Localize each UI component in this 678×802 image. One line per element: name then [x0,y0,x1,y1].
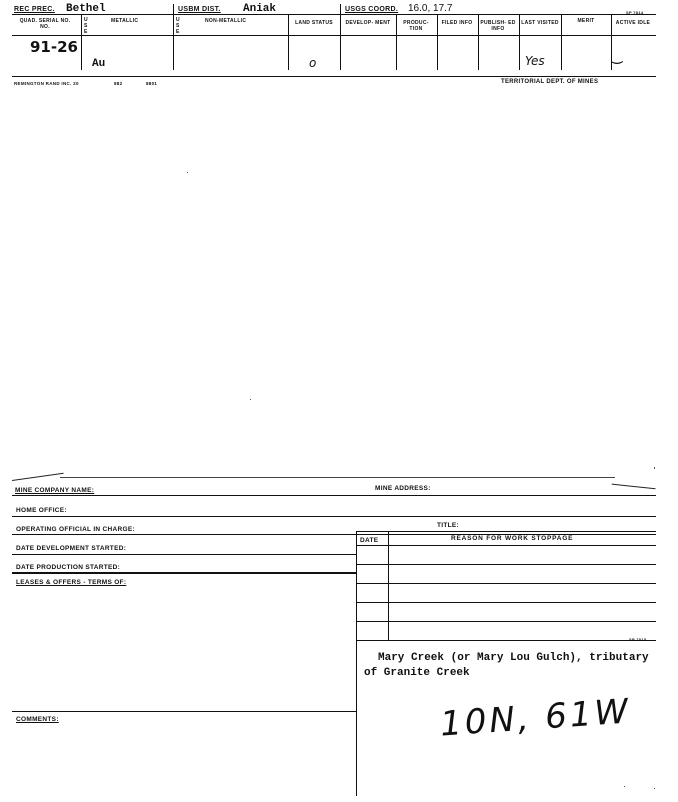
divider [437,14,438,70]
card-edge [612,476,657,490]
col-last-visited: LAST VISITED [521,20,559,26]
divider [561,14,562,70]
col-merit: MERIT [577,18,595,24]
divider [340,4,341,70]
rule [356,621,656,622]
top-rule [12,14,656,15]
col-development: DEVELOP- MENT [345,20,391,26]
home-office-label: HOME OFFICE: [16,507,67,514]
col-non-metallic: NON-METALLIC [205,18,247,24]
rule [12,572,356,574]
leases-label: LEASES & OFFERS - TERMS OF: [16,579,127,586]
divider [173,4,174,70]
form-number: SP 7814 [626,10,644,15]
rule [356,545,656,546]
speck [654,467,655,469]
last-visited-value: Yes [525,54,545,68]
divider [388,531,389,640]
footer-code: 8801 [146,81,158,86]
title-label: TITLE: [437,522,460,529]
footer-right: TERRITORIAL DEPT. OF MINES [501,79,599,85]
operating-official-label: OPERATING OFFICIAL IN CHARGE: [16,526,135,533]
col-production: PRODUC- TION [403,20,429,32]
rule [12,495,656,496]
header-rule [12,35,656,36]
divider [288,14,289,70]
col-quad-serial: QUAD. SERIAL NO. NO. [19,18,71,30]
rule [12,711,356,712]
usbm-dist-label: USBM DIST. [178,6,221,13]
date-label: DATE [360,537,379,544]
rule [356,583,656,584]
mine-company-label: MINE COMPANY NAME: [15,487,95,494]
rule [12,554,356,555]
col-use-metallic: U S E [84,17,88,35]
rule [356,531,656,532]
card-edge [60,477,615,478]
rule [356,564,656,565]
metallic-value: Au [92,58,106,70]
footer-code: 882 [114,81,123,86]
speck [654,788,655,789]
handwritten-note: 10N, 61W [438,691,633,745]
speck [250,399,251,400]
active-idle-value: ) [609,59,625,66]
col-use-nonmetallic: U S E [176,17,180,35]
speck [624,786,625,787]
usgs-coord-label: USGS COORD. [345,6,399,13]
rec-prec-label: REC PREC. [14,6,55,13]
divider [356,531,357,796]
rule [356,602,656,603]
quad-serial-value: 91-26 [30,38,78,56]
usbm-dist-value: Aniak [243,3,277,15]
prod-started-label: DATE PRODUCTION STARTED: [16,564,121,571]
col-metallic: METALLIC [111,18,139,24]
rule [356,640,656,641]
bottom-rule [12,76,656,77]
land-status-value: o [309,56,317,70]
rec-prec-value: Bethel [66,3,106,15]
divider [396,14,397,70]
reason-label: REASON FOR WORK STOPPAGE [451,535,574,542]
usgs-coord-value: 16.0, 17.7 [408,3,453,14]
footer-left: REMINGTON RAND INC. 20 [14,81,79,86]
divider [81,14,82,70]
col-active-idle: ACTIVE IDLE [615,20,651,26]
dev-started-label: DATE DEVELOPMENT STARTED: [16,545,127,552]
divider [519,14,520,70]
mine-address-label: MINE ADDRESS: [375,485,431,492]
col-land-status: LAND STATUS [295,20,333,26]
rule [12,516,656,517]
divider [478,14,479,70]
col-filed-info: FILED INFO [441,20,473,26]
col-published-info: PUBLISH- ED INFO [480,20,516,32]
comments-label: COMMENTS: [16,716,59,723]
speck [187,172,188,173]
form-number: SP 7815 [629,637,647,642]
typed-note: Mary Creek (or Mary Lou Gulch), tributary of Granite Creek [364,652,649,679]
